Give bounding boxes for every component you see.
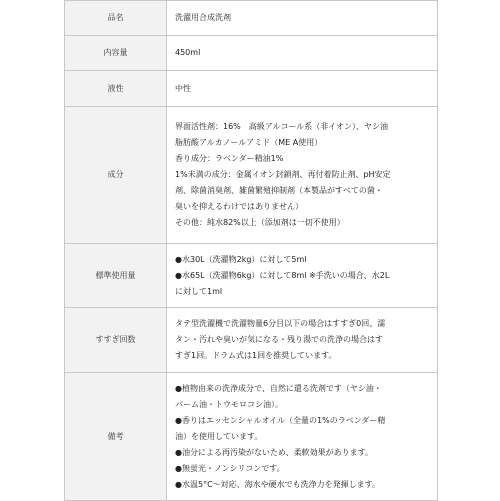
value-product-name: 洗濯用合成洗剤 xyxy=(167,1,438,36)
components-line: 香り成分：ラベンダー精油1% xyxy=(175,154,284,163)
components-line: 剤、除菌消臭剤、雑菌繁殖抑制剤（本製品がすべての菌・ xyxy=(175,186,383,195)
usage-line: ●水65L（洗濯物6kg）に対して8ml ※手洗いの場合、水2L xyxy=(175,270,390,280)
notes-line: 油）を使用しています。 xyxy=(175,431,263,441)
row-liquid-property xyxy=(65,71,438,107)
notes-line: ●無蛍光・ノンシリコンです。 xyxy=(175,463,285,473)
value-volume: 450ml xyxy=(167,36,438,71)
value-liquid-property: 中性 xyxy=(167,71,438,107)
notes-line: ●香りはエッセンシャルオイル（全量の1%のラベンダー精 xyxy=(175,415,386,425)
components-line: 界面活性剤：16% 高級アルコール系（非イオン）、ヤシ油 xyxy=(175,122,388,131)
notes-line: ●水温5°C〜対応、海水や硬水でも洗浄力を発揮します。 xyxy=(175,479,381,489)
usage-line: ●水30L（洗濯物2kg）に対して5ml xyxy=(175,254,307,264)
usage-line: に対して1ml xyxy=(175,286,223,296)
components-line: 脂肪酸アルカノールアミド（ME A使用） xyxy=(175,138,323,147)
components-line: その他：純水82%以上（添加剤は一切不使用） xyxy=(175,218,345,227)
rinse-line: すぎ1回。ドラム式は1回を推奨しています。 xyxy=(175,351,337,360)
row-components xyxy=(65,107,438,244)
value-rinse-count xyxy=(167,308,438,373)
notes-line: パーム油・トウモロコシ油）。 xyxy=(175,399,283,409)
notes-line: ●植物由来の洗浄成分で、自然に還る洗剤です（ヤシ油・ xyxy=(175,383,382,393)
rinse-line: タテ型洗濯機で洗濯物量6分目以下の場合はすすぎ0回、濡 xyxy=(175,319,386,328)
row-rinse-count xyxy=(65,308,438,373)
label-volume: 内容量 xyxy=(65,36,167,71)
label-notes: 備考 xyxy=(65,373,167,501)
label-rinse-count: すすぎ回数 xyxy=(65,308,167,373)
value-standard-usage xyxy=(167,244,438,308)
value-notes xyxy=(167,373,438,501)
label-liquid-property: 液性 xyxy=(65,71,167,107)
notes-line: ●油分による再汚染がないため、柔軟効果があります。 xyxy=(175,447,374,457)
components-line: 1%未満の成分：金属イオン封鎖剤、再付着防止剤、pH安定 xyxy=(175,170,391,179)
row-volume xyxy=(65,36,438,71)
label-product-name: 品名 xyxy=(65,1,167,36)
product-spec-table xyxy=(64,0,438,501)
row-product-name xyxy=(65,1,438,36)
row-standard-usage xyxy=(65,244,438,308)
rinse-line: タン・汚れや臭いが気になる・残り湯での洗浄の場合はす xyxy=(175,335,383,344)
components-line: 臭いを抑えるわけではありません） xyxy=(175,202,303,211)
value-components xyxy=(167,107,438,244)
label-standard-usage: 標準使用量 xyxy=(65,244,167,308)
row-notes xyxy=(65,373,438,501)
label-components: 成分 xyxy=(65,107,167,244)
